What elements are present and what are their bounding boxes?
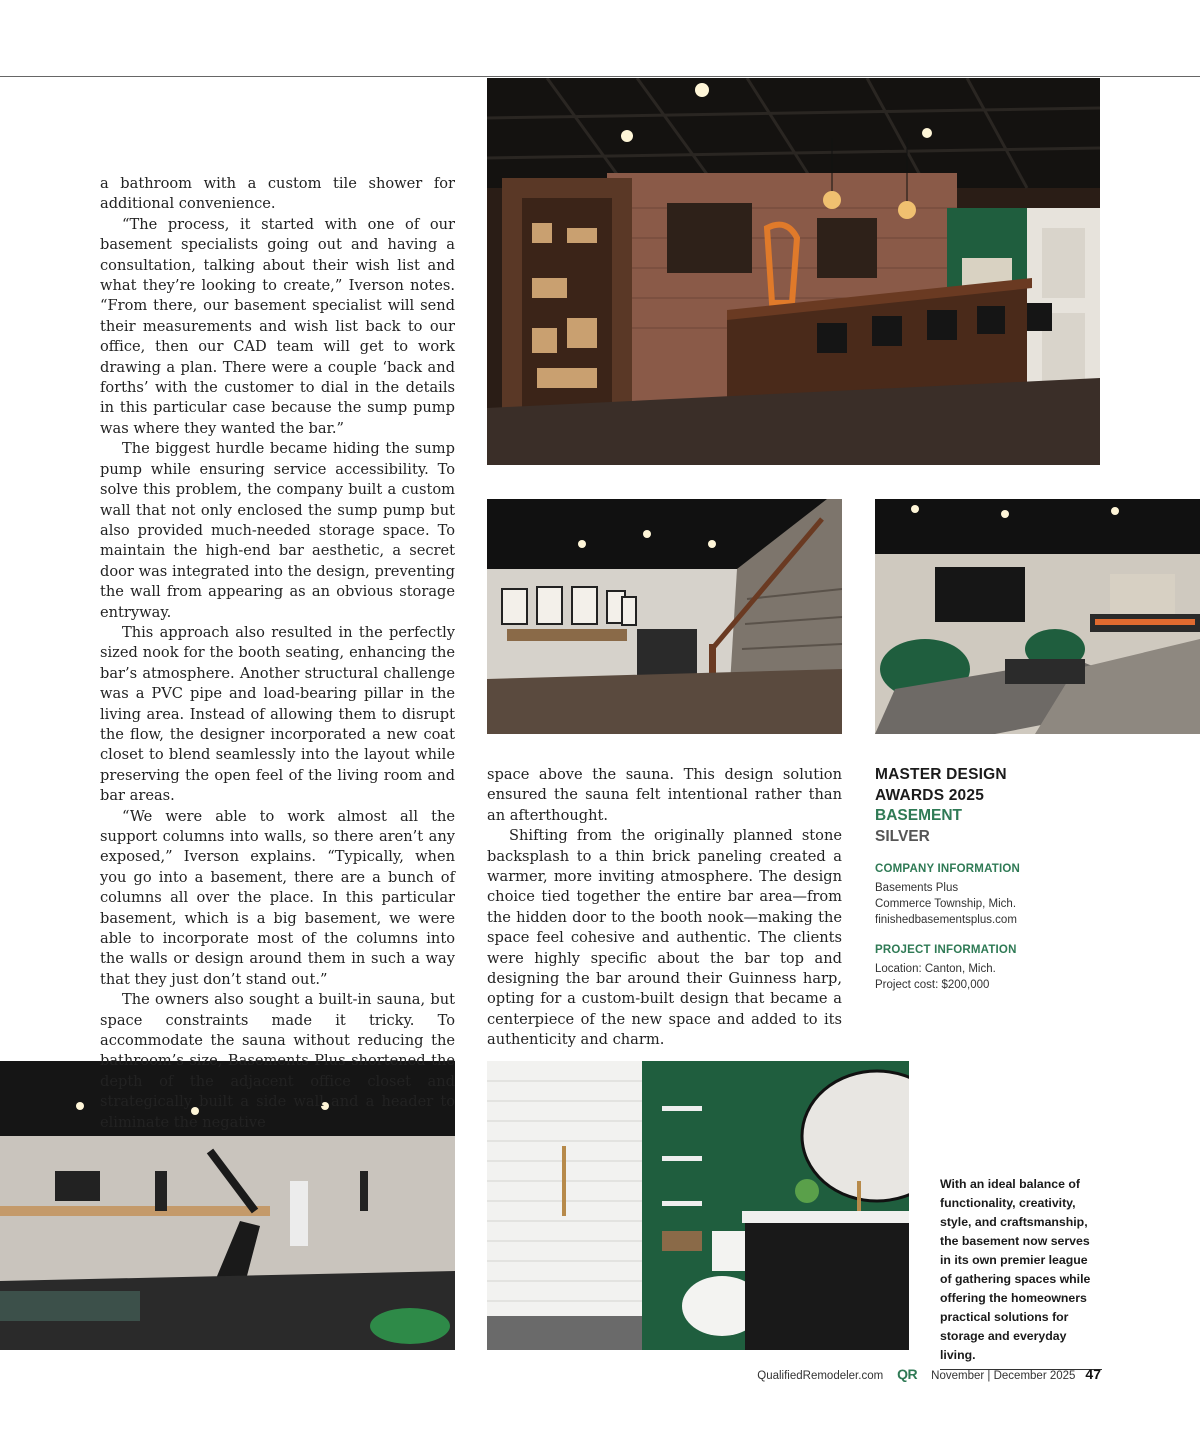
- company-info-heading: COMPANY INFORMATION: [875, 863, 1020, 875]
- qr-logo: QR: [897, 1366, 918, 1382]
- article-paragraph: a bathroom with a custom tile shower for additional convenience.: [100, 175, 455, 213]
- photo-caption: With an ideal balance of functionality, creativity, style, and craftsmanship, the basement now serves in its own premier league of gathering spaces while offering the homeowners practical solutions for storage and everyday living.: [940, 1175, 1102, 1370]
- article-paragraph: “The process, it started with one of our basement specialists going out and having a consultation, talking about their wish list and what they’re looking to create,” Iverson notes. “From there, our basement specialist will send their measurements and wish list back to our office, then our CAD team will get to work drawing a plan. There were a couple ‘back and forths’ with the customer to dial in the details in this particular case because the sump pump was where they wanted the bar.”: [100, 215, 455, 437]
- photo-bathroom: [487, 1061, 909, 1350]
- top-rule: [0, 76, 1200, 77]
- article-paragraph: The biggest hurdle became hiding the sump pump while ensuring service accessibility. To solve this problem, the company built a custom wall that not only enclosed the sump pump but also provided much-needed storage space. To maintain the high-end bar aesthetic, a secret door was integrated into the design, preventing the wall from appearing as an obvious storage entryway.: [100, 440, 455, 621]
- article-paragraph: space above the sauna. This design solution ensured the sauna felt intentional rather than an afterthought.: [487, 766, 842, 824]
- award-category: BASEMENT: [875, 807, 962, 824]
- project-cost: Project cost: $200,000: [875, 979, 990, 991]
- project-location: Location: Canton, Mich.: [875, 963, 996, 975]
- article-column-1: [100, 174, 455, 1133]
- company-name: Basements Plus: [875, 882, 959, 894]
- footer-site: QualifiedRemodeler.com: [757, 1370, 884, 1382]
- page-number: 47: [1085, 1366, 1101, 1382]
- award-level: SILVER: [875, 827, 930, 845]
- photo-bar: [487, 78, 1100, 465]
- photo-living-room: [875, 499, 1200, 734]
- award-title-line-2: AWARDS 2025: [875, 786, 985, 804]
- project-info-heading: PROJECT INFORMATION: [875, 944, 1017, 956]
- footer-issue: November | December 2025: [931, 1370, 1076, 1382]
- article-paragraph: Shifting from the originally planned stone backsplash to a thin brick paneling created a warmer, more inviting atmosphere. The design choice tied together the entire bar area—from the hidden door to the booth nook—making the space feel cohesive and authentic. The clients were highly specific about the bar top and designing the bar around their Guinness harp, opting for a custom-built design that became a centerpiece of the new space and added to its authenticity and charm.: [487, 827, 842, 1049]
- award-title-line-1: MASTER DESIGN: [875, 766, 1007, 783]
- article-paragraph: This approach also resulted in the perfectly sized nook for the booth seating, enhancing the bar’s atmosphere. Another structural challenge was a PVC pipe and load-bearing pillar in the living area. Instead of allowing them to disrupt the flow, the designer incorporated a new coat closet to blend seamlessly into the layout while preserving the open feel of the living room and bar areas.: [100, 623, 455, 805]
- award-sidebar: [875, 765, 1135, 993]
- company-location: Commerce Township, Mich.: [875, 898, 1017, 910]
- company-website: finishedbasementsplus.com: [875, 914, 1017, 926]
- article-paragraph: “We were able to work almost all the support columns into walls, so there aren’t any exposed,” Iverson explains. “Typically, when you go into a basement, there are a bunch of columns all over the place. In this particular basement, which is a big basement, we were able to incorporate most of the columns into the walls or design around them in such a way that they just don’t stand out.”: [100, 807, 455, 988]
- page-footer: [757, 1366, 1101, 1382]
- article-paragraph: The owners also sought a built-in sauna, but space constraints made it tricky. To accommodate the sauna without reducing the bathroom’s size, Basements Plus shortened the depth of the adjacent office closet and strategically built a side wall and a header to eliminate the negative: [100, 991, 455, 1131]
- article-column-2: [487, 765, 842, 1051]
- photo-game-room: [487, 499, 842, 734]
